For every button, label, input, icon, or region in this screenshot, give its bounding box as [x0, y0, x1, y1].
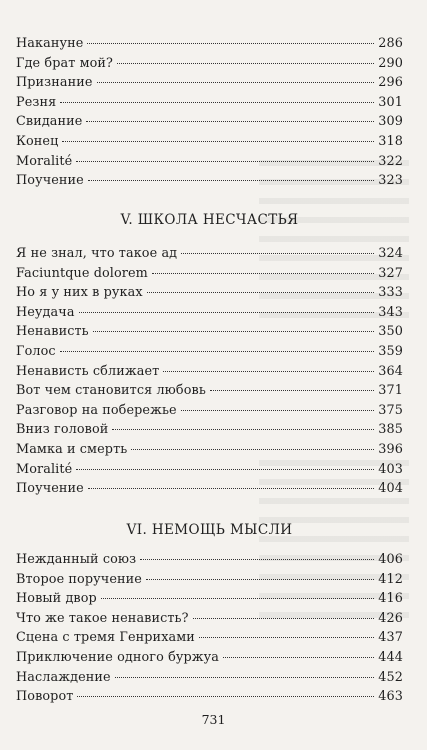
dot-leader — [131, 449, 374, 450]
toc-entry — [16, 401, 403, 421]
toc-entry-page: 403 — [378, 461, 403, 477]
dot-leader — [147, 292, 375, 293]
toc-entry-page: 359 — [378, 343, 403, 359]
toc-entry-title: Голос — [16, 343, 56, 359]
toc-entry-title: Ненависть — [16, 324, 89, 340]
toc-entry-page: 322 — [378, 153, 403, 169]
toc-entry — [16, 342, 403, 362]
toc-entry-page: 343 — [378, 304, 403, 320]
toc-entry-page: 416 — [378, 591, 403, 607]
dot-leader — [181, 253, 374, 254]
section-heading-vi: VI. НЕМОЩЬ МЫСЛИ — [126, 522, 293, 538]
toc-entry-title: Где брат мой? — [16, 55, 114, 71]
toc-entry — [16, 73, 403, 93]
dot-leader — [60, 351, 375, 352]
dot-leader — [140, 559, 374, 560]
dot-leader — [93, 331, 375, 332]
toc-entry — [16, 589, 403, 609]
toc-entry — [16, 362, 403, 382]
dot-leader — [62, 141, 374, 142]
toc-entry — [16, 628, 403, 648]
toc-entry — [16, 54, 403, 74]
dot-leader — [112, 429, 374, 430]
toc-entry-page: 290 — [378, 55, 403, 71]
toc-entry-title: Новый двор — [16, 591, 97, 607]
toc-entry-title: Нежданный союз — [16, 552, 137, 567]
toc-entry-title: Сцена с тремя Генрихами — [16, 630, 195, 646]
toc-entry-page: 375 — [378, 402, 403, 418]
toc-entry-title: Что же такое ненависть? — [16, 610, 189, 626]
dot-leader — [97, 82, 375, 83]
toc-entry-page: 444 — [378, 649, 403, 665]
toc-entry — [16, 668, 403, 688]
toc-entry-title: Вот чем становится любовь — [16, 383, 206, 399]
toc-entry — [16, 132, 403, 152]
dot-leader — [76, 161, 374, 162]
toc-entry — [16, 34, 403, 54]
dot-leader — [77, 696, 374, 697]
toc-entry-title: Поворот — [16, 689, 74, 705]
toc-entry-page: 309 — [378, 114, 403, 130]
toc-entry — [16, 303, 403, 323]
toc-section-continued — [16, 34, 403, 191]
toc-entry-title: Накануне — [16, 36, 84, 51]
toc-entry-page: 452 — [378, 669, 403, 685]
toc-entry-title: Faciuntque dolorem — [16, 265, 148, 281]
toc-entry-page: 324 — [378, 246, 403, 261]
toc-entry — [16, 648, 403, 668]
dot-leader — [146, 579, 374, 580]
dot-leader — [60, 102, 374, 103]
toc-entry-page: 327 — [378, 265, 403, 281]
toc-entry — [16, 152, 403, 172]
toc-entry-page: 333 — [378, 285, 403, 301]
toc-entry-page: 301 — [378, 94, 403, 110]
toc-entry — [16, 112, 403, 132]
dot-leader — [101, 598, 374, 599]
toc-entry-title: Наслаждение — [16, 669, 111, 685]
dot-leader — [76, 469, 374, 470]
toc-entry — [16, 381, 403, 401]
toc-entry-page: 296 — [378, 75, 403, 91]
dot-leader — [87, 43, 374, 44]
dot-leader — [210, 390, 374, 391]
toc-entry-page: 404 — [378, 481, 403, 497]
toc-section-v — [16, 244, 403, 499]
dot-leader — [223, 657, 374, 658]
toc-entry — [16, 244, 403, 264]
toc-entry — [16, 550, 403, 570]
dot-leader — [117, 63, 374, 64]
dot-leader — [86, 121, 374, 122]
dot-leader — [163, 371, 374, 372]
toc-entry — [16, 264, 403, 284]
toc-entry-page: 371 — [378, 383, 403, 399]
toc-entry-page: 364 — [378, 363, 403, 379]
toc-entry-page: 396 — [378, 441, 403, 457]
dot-leader — [79, 312, 375, 313]
dot-leader — [88, 180, 374, 181]
toc-section-vi — [16, 550, 403, 707]
toc-entry-page: 286 — [378, 36, 403, 51]
page-number: 731 — [201, 712, 226, 727]
toc-entry — [16, 322, 403, 342]
dot-leader — [199, 637, 374, 638]
toc-entry — [16, 570, 403, 590]
toc-entry-title: Свидание — [16, 114, 83, 130]
toc-entry — [16, 609, 403, 629]
toc-entry — [16, 171, 403, 191]
toc-entry — [16, 420, 403, 440]
toc-entry-title: Конец — [16, 133, 59, 149]
toc-entry-title: Мамка и смерть — [16, 441, 128, 457]
toc-entry-title: Приключение одного буржуа — [16, 649, 220, 665]
dot-leader — [88, 488, 374, 489]
toc-entry — [16, 479, 403, 499]
toc-entry-title: Признание — [16, 75, 93, 91]
toc-entry-page: 406 — [378, 552, 403, 567]
toc-entry-title: Ненависть сближает — [16, 363, 160, 379]
toc-entry-title: Неудача — [16, 304, 75, 320]
toc-entry-page: 318 — [378, 133, 403, 149]
dot-leader — [115, 677, 375, 678]
toc-entry — [16, 687, 403, 707]
toc-entry-page: 426 — [378, 610, 403, 626]
toc-entry-page: 437 — [378, 630, 403, 646]
dot-leader — [193, 618, 375, 619]
toc-entry-title: Поучение — [16, 173, 84, 189]
toc-entry-title: Вниз головой — [16, 422, 109, 438]
toc-entry-title: Я не знал, что такое ад — [16, 246, 178, 261]
toc-entry-title: Moralité — [16, 153, 73, 169]
toc-entry-page: 350 — [378, 324, 403, 340]
section-heading-v: V. ШКОЛА НЕСЧАСТЬЯ — [120, 212, 299, 228]
toc-entry-title: Поучение — [16, 481, 84, 497]
toc-entry-page: 323 — [378, 173, 403, 189]
toc-entry-page: 412 — [378, 571, 403, 587]
toc-entry-page: 385 — [378, 422, 403, 438]
toc-entry-page: 463 — [378, 689, 403, 705]
toc-entry-title: Но я у них в руках — [16, 285, 143, 301]
dot-leader — [152, 273, 374, 274]
toc-entry-title: Разговор на побережье — [16, 402, 177, 418]
toc-entry — [16, 460, 403, 480]
toc-entry-title: Moralité — [16, 461, 73, 477]
toc-entry — [16, 283, 403, 303]
toc-entry — [16, 440, 403, 460]
toc-entry-title: Второе поручение — [16, 571, 142, 587]
toc-entry-title: Резня — [16, 94, 57, 110]
dot-leader — [181, 410, 375, 411]
toc-entry — [16, 93, 403, 113]
